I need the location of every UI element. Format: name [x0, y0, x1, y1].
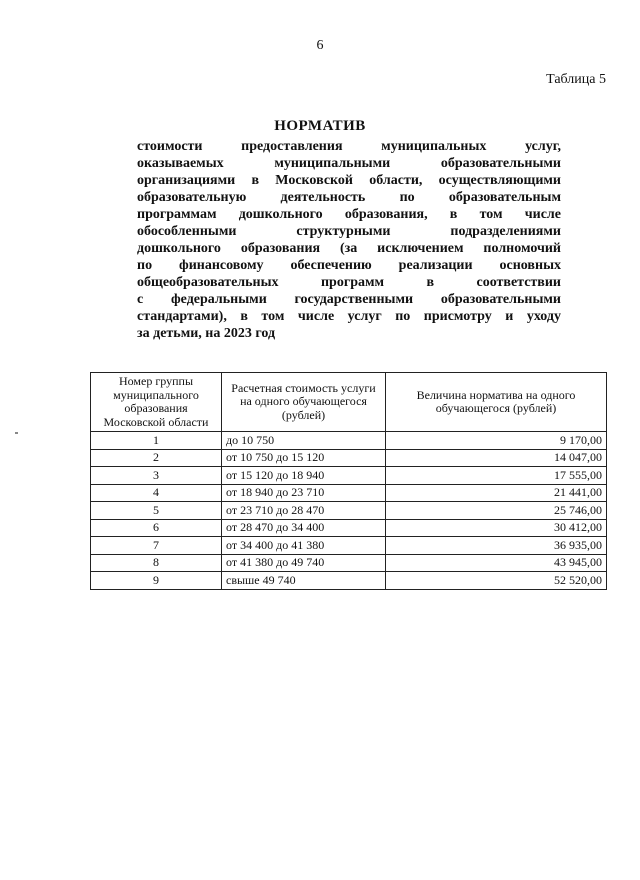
cost-range-cell: от 10 750 до 15 120 [222, 449, 386, 467]
subtitle-line: обособленными структурными подразделениями [137, 224, 561, 239]
table-row [91, 519, 607, 537]
table-row [91, 449, 607, 467]
document-title: НОРМАТИВ [274, 118, 366, 134]
header-estimated-cost: Расчетная стоимость услуги на одного обучающегося (рублей) [222, 373, 386, 432]
normative-table [90, 372, 607, 590]
cost-range-cell: свыше 49 740 [222, 572, 386, 590]
table-row [91, 537, 607, 555]
subtitle-line: программам дошкольного образования, в том числе [137, 207, 561, 222]
table-row [91, 554, 607, 572]
header-group-number: Номер группы муниципального образования Московской области [91, 373, 222, 432]
cost-range-cell: до 10 750 [222, 432, 386, 450]
table-row [91, 484, 607, 502]
group-number-cell: 9 [91, 572, 222, 590]
group-number-cell: 1 [91, 432, 222, 450]
subtitle-line: оказываемых муниципальными образовательными [137, 156, 561, 171]
scan-mark [15, 432, 18, 434]
group-number-cell: 5 [91, 502, 222, 520]
normative-value-cell: 43 945,00 [386, 554, 607, 572]
group-number-cell: 8 [91, 554, 222, 572]
subtitle-line: по финансовому обеспечению реализации основных [137, 258, 561, 273]
normative-value-cell: 17 555,00 [386, 467, 607, 485]
normative-value-cell: 52 520,00 [386, 572, 607, 590]
subtitle-line: общеобразовательных программ в соответствии [137, 275, 561, 290]
group-number-cell: 4 [91, 484, 222, 502]
table-label: Таблица 5 [546, 72, 606, 87]
group-number-cell: 6 [91, 519, 222, 537]
normative-value-cell: 21 441,00 [386, 484, 607, 502]
cost-range-cell: от 23 710 до 28 470 [222, 502, 386, 520]
cost-range-cell: от 18 940 до 23 710 [222, 484, 386, 502]
group-number-cell: 2 [91, 449, 222, 467]
table-header-row [91, 373, 607, 432]
cost-range-cell: от 15 120 до 18 940 [222, 467, 386, 485]
table-row [91, 467, 607, 485]
subtitle-line: образовательную деятельность по образовательным [137, 190, 561, 205]
subtitle-line: стандартами), в том числе услуг по присмотру и уходу [137, 309, 561, 324]
cost-range-cell: от 41 380 до 49 740 [222, 554, 386, 572]
table-row [91, 572, 607, 590]
table-row [91, 502, 607, 520]
cost-range-cell: от 28 470 до 34 400 [222, 519, 386, 537]
normative-value-cell: 30 412,00 [386, 519, 607, 537]
normative-value-cell: 36 935,00 [386, 537, 607, 555]
normative-value-cell: 25 746,00 [386, 502, 607, 520]
subtitle-line: стоимости предоставления муниципальных услуг, [137, 139, 561, 154]
subtitle-line: дошкольного образования (за исключением полномочий [137, 241, 561, 256]
subtitle-line: с федеральными государственными образовательными [137, 292, 561, 307]
table-row [91, 432, 607, 450]
document-subtitle [137, 138, 561, 342]
normative-value-cell: 9 170,00 [386, 432, 607, 450]
cost-range-cell: от 34 400 до 41 380 [222, 537, 386, 555]
subtitle-line: за детьми, на 2023 год [137, 326, 276, 341]
group-number-cell: 3 [91, 467, 222, 485]
subtitle-line: организациями в Московской области, осуществляющими [137, 173, 561, 188]
normative-value-cell: 14 047,00 [386, 449, 607, 467]
group-number-cell: 7 [91, 537, 222, 555]
page-number: 6 [316, 38, 324, 53]
header-normative-value: Величина норматива на одного обучающегося (рублей) [386, 373, 607, 432]
